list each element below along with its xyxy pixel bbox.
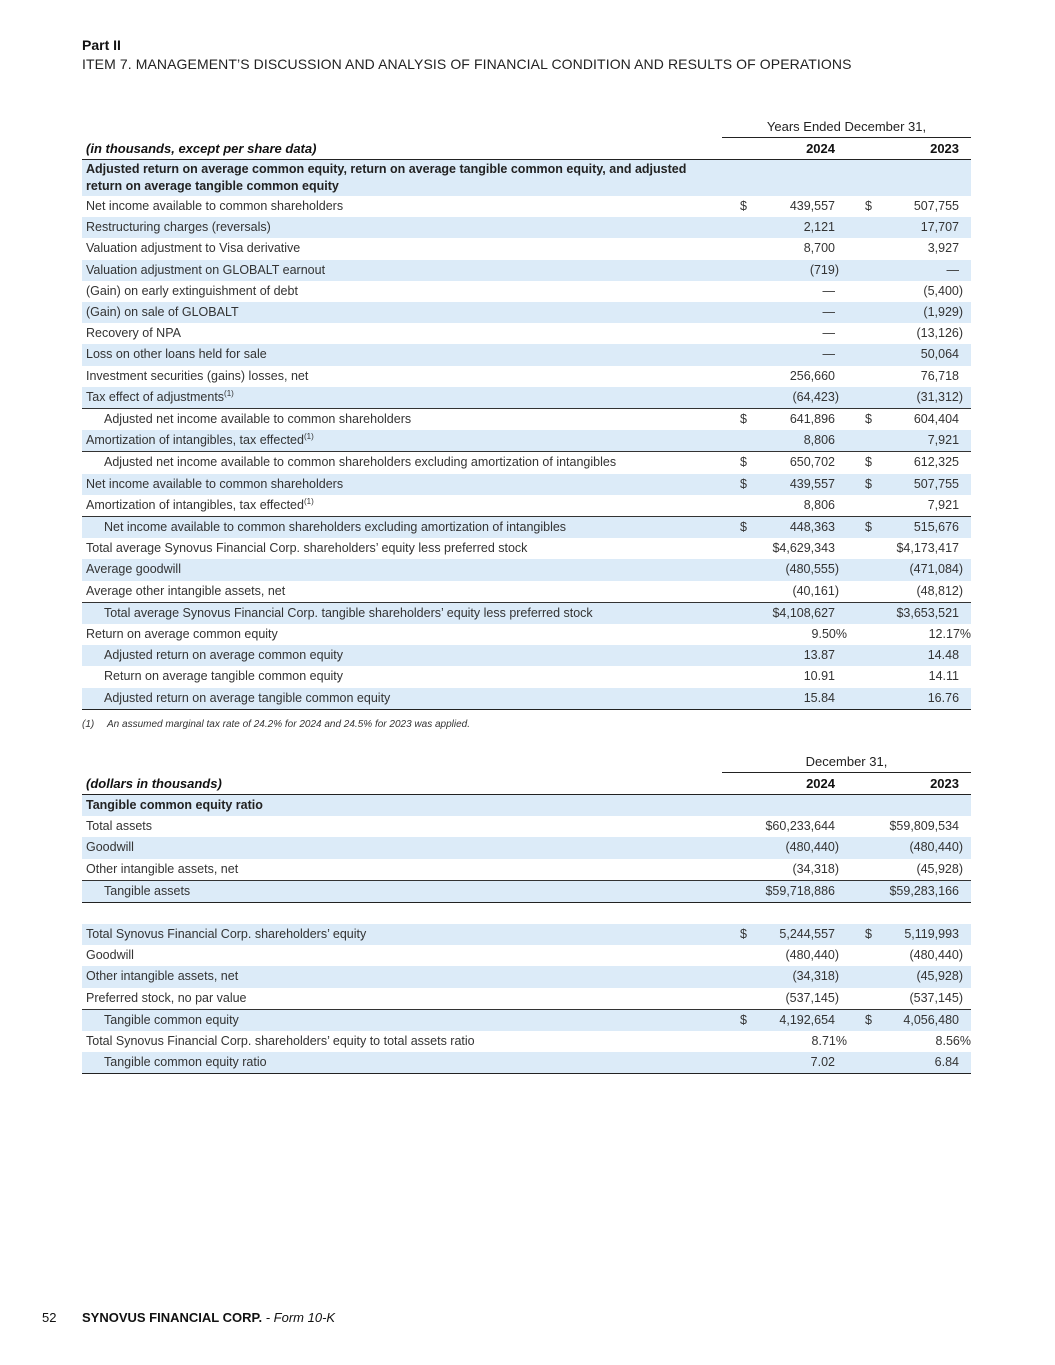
row-label: Tax effect of adjustments$^{(1)}$ (82, 387, 722, 409)
table-row (82, 988, 971, 1010)
value-2024: (480,440) (785, 948, 839, 963)
value-2024: — (822, 283, 835, 298)
value-2023: (1,929) (847, 302, 971, 323)
value-2024: $4,108,627 (722, 602, 847, 624)
part-heading: Part II (82, 37, 121, 53)
value-2024: 439,557 (789, 476, 835, 491)
value-2023: 12.17% (928, 627, 972, 642)
value-2024: (40,161) (792, 583, 839, 598)
value-2023: 3,927 (927, 241, 960, 256)
row-label: Valuation adjustment to Visa derivative (86, 241, 301, 256)
table-row (82, 323, 971, 344)
section-title: Adjusted return on average common equity, return on average tangible common equity, and adjusted return on average tangible common equity (82, 160, 722, 197)
table-row (82, 924, 971, 945)
page-number: 52 (42, 1310, 57, 1325)
row-label: Amortization of intangibles, tax effected$^{(1)}$ (82, 430, 722, 452)
value-2023: 16.76 (847, 688, 971, 710)
value-2024: (480,440) (722, 837, 847, 858)
section-title-row (82, 160, 971, 197)
period-header: Years Ended December 31, (722, 117, 971, 138)
currency-symbol: $ (740, 199, 747, 213)
value-2024: $4,629,343 (772, 541, 835, 556)
footnote-ref: (1) (224, 388, 234, 398)
units-label: (in thousands, except per share data) (82, 138, 722, 160)
row-label: Average goodwill (82, 559, 722, 580)
footnote (82, 719, 470, 730)
value-2023: 515,676 (913, 520, 960, 535)
value-2023: (480,440) (847, 837, 971, 858)
table-row (82, 281, 971, 302)
row-label: Total Synovus Financial Corp. shareholders’ equity (82, 924, 722, 945)
value-2024: — (822, 326, 835, 341)
table-row (82, 430, 971, 452)
row-label: Adjusted net income available to common shareholders (82, 409, 722, 431)
value-2024: 256,660 (789, 368, 835, 383)
currency-symbol: $ (740, 455, 747, 470)
currency-symbol: $ (865, 520, 872, 535)
value-2024: 641,896 (789, 412, 835, 427)
table-row (82, 624, 971, 645)
currency-symbol: $ (865, 199, 872, 213)
value-2024: (34,318) (792, 861, 839, 876)
value-2024: 7.02 (722, 1052, 847, 1074)
table-row (82, 196, 971, 217)
table-row (82, 217, 971, 238)
value-2024: — (722, 302, 847, 323)
value-2024: (64,423) (722, 387, 847, 409)
table-row (82, 581, 971, 603)
footnote-mark: (1) (82, 719, 95, 730)
table-row (82, 666, 971, 687)
table-period-row (82, 117, 971, 138)
table-row (82, 387, 971, 409)
table-row (82, 495, 971, 517)
table-row (82, 474, 971, 495)
value-2024: 439,557 (789, 199, 835, 213)
value-2023: 4,056,480 (903, 1012, 959, 1027)
value-2023: (5,400) (923, 283, 964, 298)
row-label: Goodwill (86, 948, 134, 963)
value-2023: 7,921 (847, 430, 971, 452)
value-2023: (45,928) (847, 966, 971, 987)
row-label: Recovery of NPA (86, 326, 181, 341)
value-2023: 7,921 (927, 497, 960, 512)
row-label: Restructuring charges (reversals) (82, 217, 722, 238)
subtotal-row (82, 880, 971, 902)
table-row (82, 966, 971, 987)
currency-symbol: $ (865, 455, 872, 470)
table-row (82, 260, 971, 281)
row-label: Other intangible assets, net (86, 861, 239, 876)
value-2024: 15.84 (722, 688, 847, 710)
subtotal-row (82, 517, 971, 539)
table-period-row (82, 752, 971, 773)
company-name: SYNOVUS FINANCIAL CORP. (82, 1310, 263, 1325)
value-2023: 14.48 (847, 645, 971, 666)
value-2023: 17,707 (847, 217, 971, 238)
footnote-ref: (1) (303, 496, 314, 506)
value-2024: 2,121 (722, 217, 847, 238)
row-label: Other intangible assets, net (82, 966, 722, 987)
value-2023: (45,928) (916, 861, 963, 876)
value-2024: 650,702 (789, 455, 835, 470)
value-2024: 8.71% (811, 1034, 847, 1049)
currency-symbol: $ (865, 1012, 872, 1027)
tangible-common-equity-table (82, 752, 971, 1074)
period-header: December 31, (722, 752, 971, 773)
value-2024: 10.91 (803, 669, 835, 684)
value-2024: 5,244,557 (779, 927, 835, 942)
value-2023: 8.56% (935, 1034, 971, 1049)
row-label: Total average Synovus Financial Corp. tangible shareholders’ equity less preferred stock (82, 602, 722, 624)
table-row (82, 538, 971, 559)
row-label: Adjusted net income available to common shareholders excluding amortization of intangibles (82, 452, 722, 474)
table-row (82, 238, 971, 259)
value-2023: (13,126) (916, 326, 964, 341)
currency-symbol: $ (740, 927, 747, 942)
value-2023: 507,755 (913, 476, 960, 491)
section-title-row (82, 795, 971, 817)
table-row (82, 837, 971, 858)
table-row (82, 859, 971, 881)
row-label: Valuation adjustment on GLOBALT earnout (82, 260, 722, 281)
table-row (82, 688, 971, 710)
subtotal-row (82, 452, 971, 474)
row-label: Preferred stock, no par value (86, 990, 247, 1005)
value-2023: (48,812) (916, 583, 964, 598)
row-label: Tangible common equity (82, 1009, 722, 1031)
value-2024: $59,718,886 (722, 880, 847, 902)
row-label: Amortization of intangibles, tax effected$^{(1)}$ (86, 496, 314, 512)
value-2023: 6.84 (847, 1052, 971, 1074)
spacer-row (82, 903, 971, 925)
value-2023: $59,809,534 (889, 819, 959, 834)
table-row (82, 1031, 971, 1052)
row-label: Total average Synovus Financial Corp. shareholders’ equity less preferred stock (86, 541, 528, 556)
row-label: Average other intangible assets, net (86, 583, 286, 598)
value-2023: $3,653,521 (847, 602, 971, 624)
value-2023: (537,145) (909, 990, 963, 1005)
currency-symbol: $ (865, 927, 872, 942)
units-label: (dollars in thousands) (82, 773, 722, 795)
value-2023: (480,440) (909, 948, 963, 963)
row-label: (Gain) on sale of GLOBALT (82, 302, 722, 323)
row-label: Net income available to common shareholders (86, 199, 344, 213)
table-header-row (82, 773, 971, 795)
value-2024: (719) (722, 260, 847, 281)
row-label: Adjusted return on average tangible common equity (82, 688, 722, 710)
row-label: Goodwill (82, 837, 722, 858)
row-label: Tangible common equity ratio (82, 1052, 722, 1074)
row-label: Return on average tangible common equity (104, 669, 344, 684)
row-label: (Gain) on early extinguishment of debt (86, 283, 298, 298)
value-2023: 507,755 (913, 199, 960, 213)
currency-symbol: $ (740, 476, 747, 491)
col-2023-header: 2023 (847, 138, 971, 160)
value-2023: 604,404 (913, 412, 960, 427)
value-2023: $4,173,417 (896, 541, 960, 556)
form-label: - Form 10-K (262, 1310, 336, 1325)
value-2024: 8,700 (803, 241, 835, 256)
row-label: Investment securities (gains) losses, net (86, 368, 309, 383)
value-2023: (31,312) (847, 387, 971, 409)
value-2023: 612,325 (913, 455, 960, 470)
value-2023: 14.11 (928, 669, 960, 684)
row-label: Adjusted return on average common equity (82, 645, 722, 666)
value-2023: — (847, 260, 971, 281)
value-2024: 13.87 (722, 645, 847, 666)
col-2024-header: 2024 (722, 138, 847, 160)
value-2024: 448,363 (789, 520, 835, 535)
footnote-text: An assumed marginal tax rate of 24.2% for 2024 and 24.5% for 2023 was applied. (107, 719, 471, 730)
row-label: Tangible assets (82, 880, 722, 902)
row-label: Net income available to common shareholders excluding amortization of intangibles (82, 517, 722, 539)
value-2024: (34,318) (722, 966, 847, 987)
row-label: Total assets (86, 819, 153, 834)
value-2024: (480,555) (722, 559, 847, 580)
currency-symbol: $ (865, 476, 872, 491)
value-2024: 8,806 (803, 497, 835, 512)
col-2024-header: 2024 (722, 773, 847, 795)
value-2024: 8,806 (722, 430, 847, 452)
value-2024: 4,192,654 (779, 1012, 835, 1027)
currency-symbol: $ (740, 520, 747, 535)
table-row (82, 559, 971, 580)
value-2023: 76,718 (920, 368, 960, 383)
footnote-ref: (1) (303, 432, 314, 442)
row-label: Loss on other loans held for sale (82, 344, 722, 365)
value-2024: 9.50% (811, 627, 847, 642)
value-2023: 5,119,993 (904, 927, 959, 942)
table-row (82, 344, 971, 365)
subtotal-row (82, 409, 971, 431)
col-2023-header: 2023 (847, 773, 971, 795)
value-2023: (471,084) (847, 559, 971, 580)
value-2024: $60,233,644 (765, 819, 835, 834)
value-2024: — (722, 344, 847, 365)
value-2023: $59,283,166 (847, 880, 971, 902)
table-row (82, 1052, 971, 1074)
page-footer (42, 1310, 335, 1325)
subtotal-row (82, 602, 971, 624)
value-2023: 50,064 (847, 344, 971, 365)
subtotal-row (82, 1009, 971, 1031)
table-row (82, 645, 971, 666)
row-label: Return on average common equity (86, 627, 278, 642)
table-header-row (82, 138, 971, 160)
table-row (82, 945, 971, 966)
currency-symbol: $ (740, 1012, 747, 1027)
adjusted-return-table (82, 117, 971, 710)
section-title: Tangible common equity ratio (82, 795, 722, 817)
currency-symbol: $ (865, 412, 872, 427)
item-heading: ITEM 7. MANAGEMENT’S DISCUSSION AND ANALYSIS OF FINANCIAL CONDITION AND RESULTS OF OPERATIONS (82, 56, 852, 72)
currency-symbol: $ (740, 412, 747, 427)
value-2024: (537,145) (785, 990, 839, 1005)
row-label: Net income available to common shareholders (82, 474, 722, 495)
row-label: Total Synovus Financial Corp. shareholders’ equity to total assets ratio (86, 1034, 475, 1049)
table-row (82, 816, 971, 837)
table-row (82, 302, 971, 323)
table-row (82, 366, 971, 387)
